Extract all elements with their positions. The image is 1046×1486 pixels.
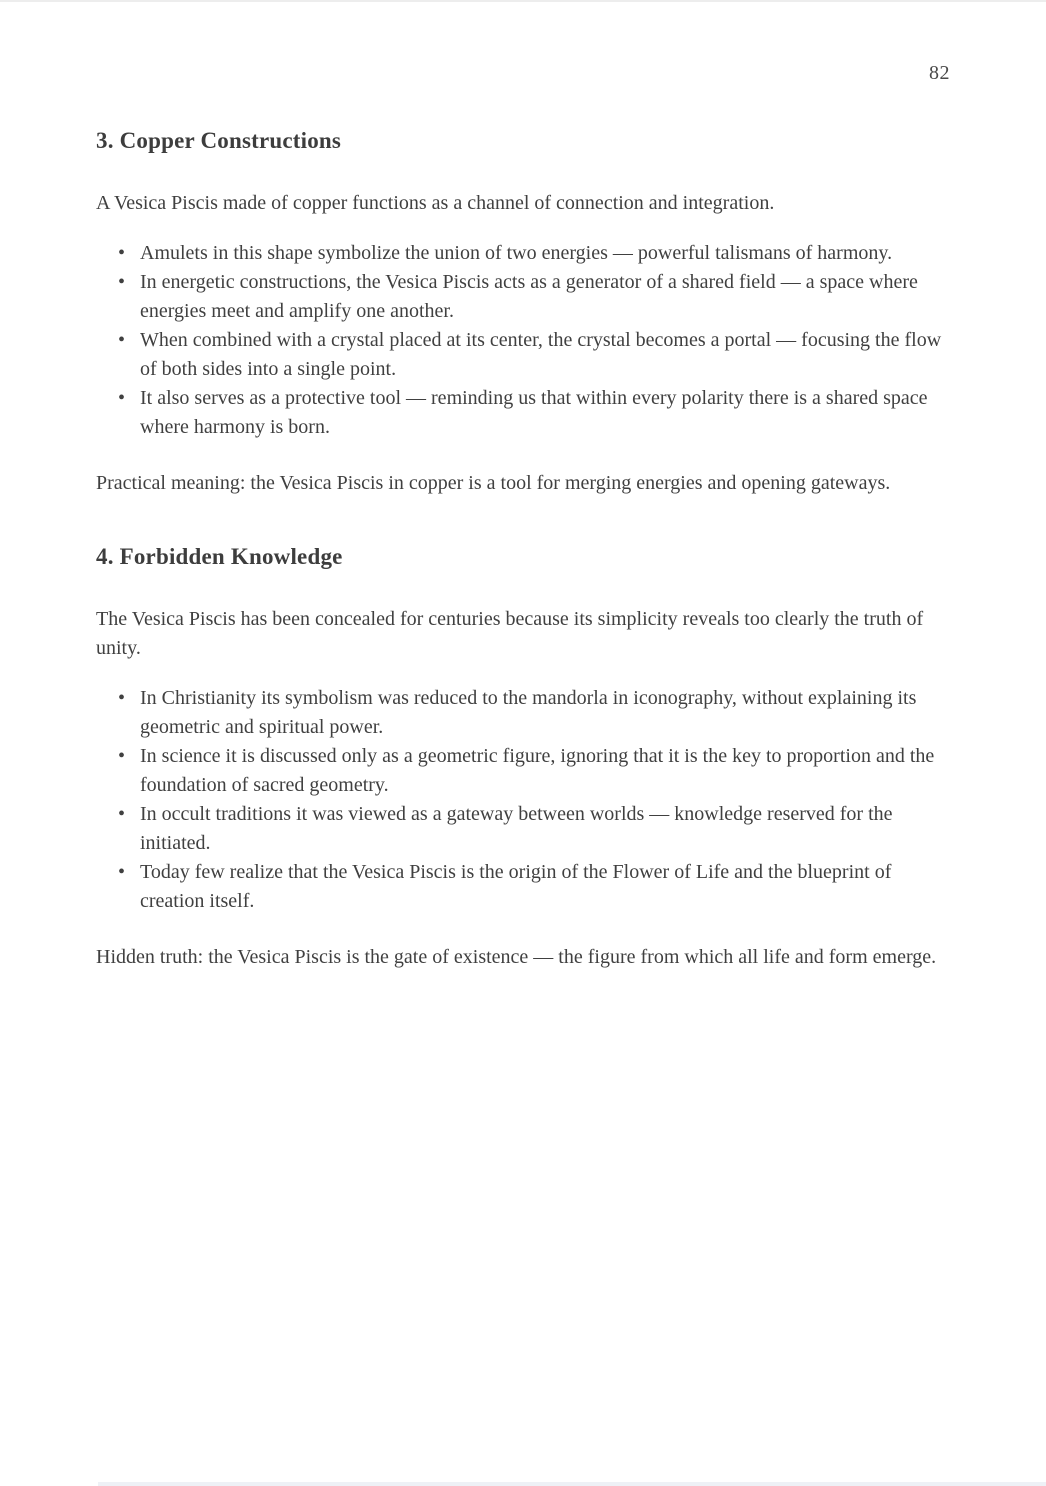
list-item-text: In science it is discussed only as a geometric figure, ignoring that it is the key to proportion and the foundation of sacred geometry. [140,745,935,796]
list-item [96,326,950,384]
section-intro-paragraph: The Vesica Piscis has been concealed for centuries because its simplicity reveals too clearly the truth of unity. [96,608,924,659]
bullet-icon: • [118,687,126,709]
list-item [96,800,950,858]
bullet-icon: • [118,242,126,264]
section-intro-paragraph: A Vesica Piscis made of copper functions as a channel of connection and integration. [96,192,775,214]
section-copper-constructions [96,2,950,498]
bottom-edge-divider [98,1482,1046,1486]
list-item-text: When combined with a crystal placed at its center, the crystal becomes a portal — focusing the flow of both sides into a single point. [140,329,942,380]
bullet-icon: • [118,861,126,883]
bullet-icon: • [118,271,126,293]
section-outro-paragraph: Hidden truth: the Vesica Piscis is the gate of existence — the figure from which all life and form emerge. [96,946,937,968]
list-item-text: In energetic constructions, the Vesica Piscis acts as a generator of a shared field — a space where energies meet and amplify one another. [140,271,918,322]
page-content [0,2,1046,972]
list-item-text: Today few realize that the Vesica Piscis is the origin of the Flower of Life and the blueprint of creation itself. [140,861,892,912]
list-item [96,239,950,268]
list-item [96,268,950,326]
bullet-list [96,239,950,442]
list-item-text: In occult traditions it was viewed as a gateway between worlds — knowledge reserved for the initiated. [140,803,893,854]
bullet-icon: • [118,329,126,351]
bullet-icon: • [118,387,126,409]
section-forbidden-knowledge [96,542,950,972]
bullet-icon: • [118,745,126,767]
list-item-text: Amulets in this shape symbolize the union of two energies — powerful talismans of harmony. [140,242,893,264]
list-item [96,742,950,800]
list-item [96,384,950,442]
page-number: 82 [929,62,950,84]
list-item-text: In Christianity its symbolism was reduced to the mandorla in iconography, without explaining its geometric and spiritual power. [140,687,917,738]
list-item [96,858,950,916]
section-outro-paragraph: Practical meaning: the Vesica Piscis in copper is a tool for merging energies and opening gateways. [96,472,891,494]
bullet-list [96,684,950,916]
section-heading: 3. Copper Constructions [96,128,342,153]
bullet-icon: • [118,803,126,825]
section-heading: 4. Forbidden Knowledge [96,544,343,569]
list-item-text: It also serves as a protective tool — reminding us that within every polarity there is a shared space where harmony is born. [140,387,928,438]
list-item [96,684,950,742]
